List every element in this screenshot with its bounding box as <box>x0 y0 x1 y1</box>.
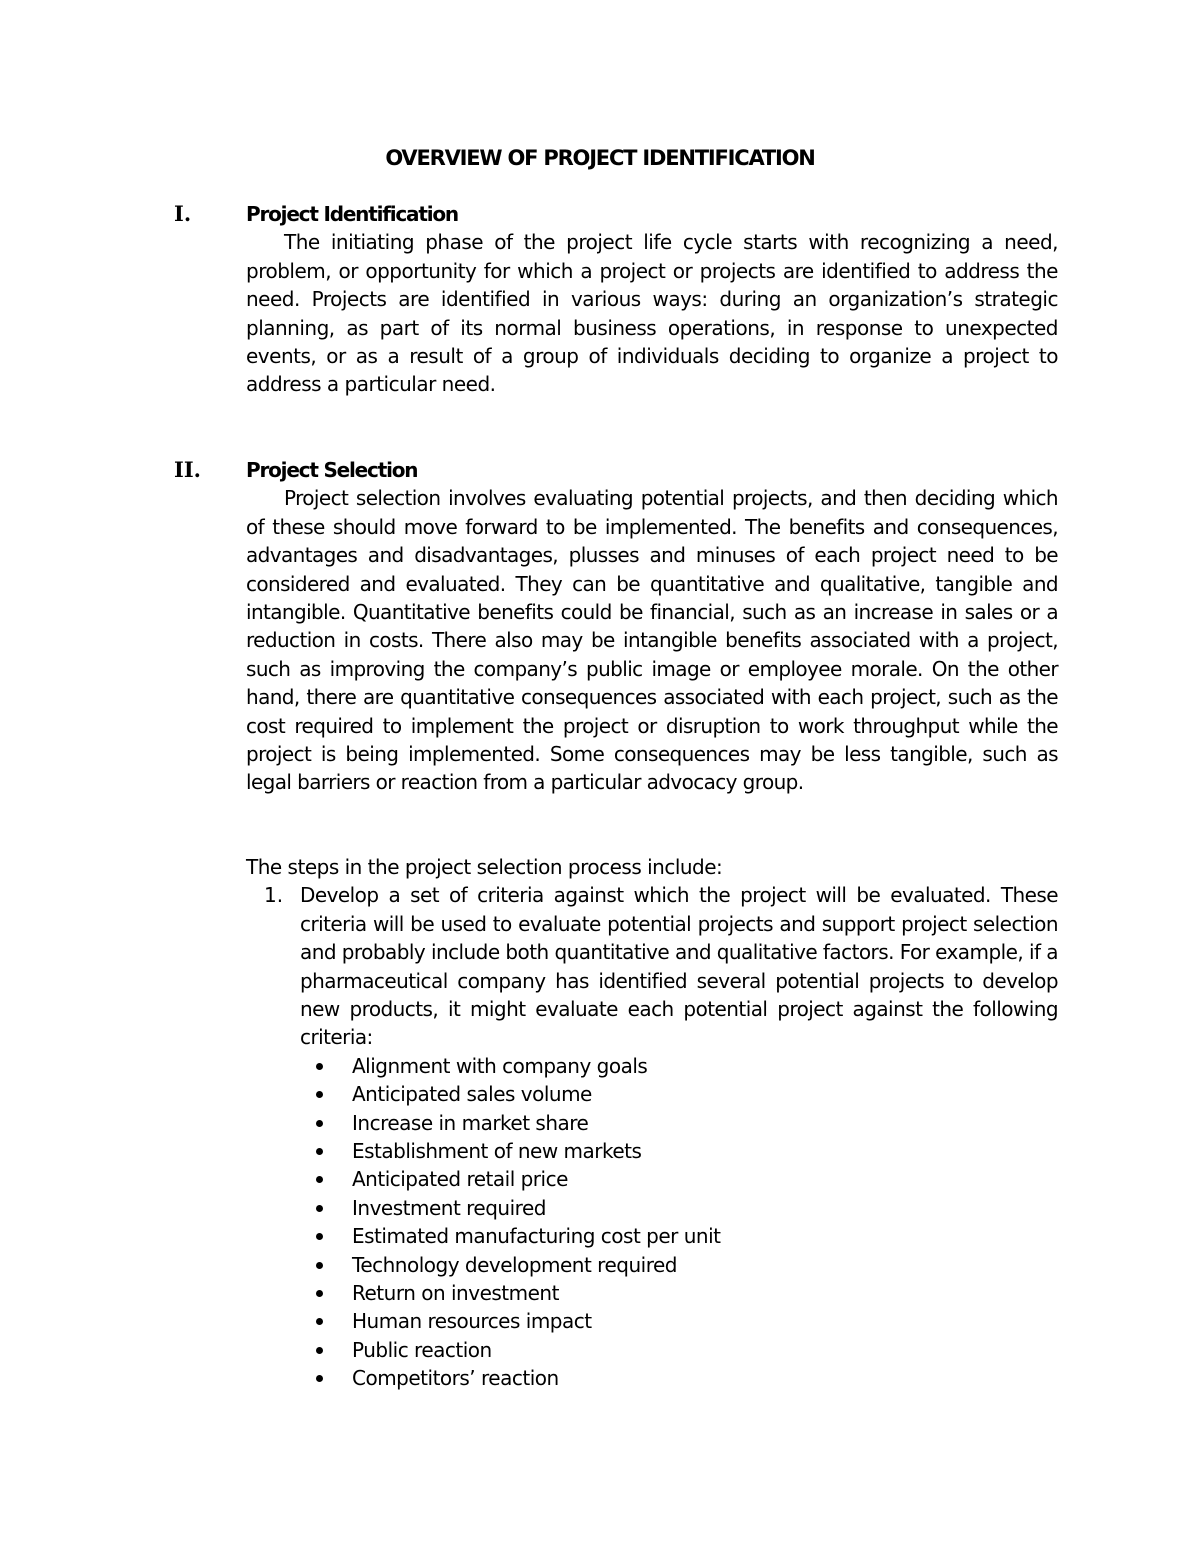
bullet-icon <box>316 1290 323 1297</box>
criteria-label: Investment required <box>352 1195 546 1220</box>
criteria-list <box>306 1052 1006 1393</box>
criteria-label: Human resources impact <box>352 1309 592 1334</box>
criteria-label: Estimated manufacturing cost per unit <box>352 1224 721 1249</box>
section-heading: Project Identification <box>246 202 458 226</box>
section-numeral: II. <box>174 457 201 482</box>
criteria-item <box>306 1279 1006 1307</box>
criteria-item <box>306 1052 1006 1080</box>
bullet-icon <box>316 1262 323 1269</box>
criteria-item <box>306 1251 1006 1279</box>
criteria-label: Technology development required <box>352 1252 677 1277</box>
bullet-icon <box>316 1347 323 1354</box>
criteria-label: Return on investment <box>352 1280 559 1305</box>
section-paragraph: Project selection involves evaluating potential projects, and then deciding which of these should move forward to be implemented. The benefits and consequences, advantages and disadvantages, plusses and minuses of each project need to be considered and evaluated. They can be quantitative and qualitative, tangible and intangible. Quantitative benefits could be financial, such as an increase in sales or a reduction in costs. There also may be intangible benefits associated with a project, such as improving the company’s public image or employee morale. On the other hand, there are quantitative consequences associated with each project, such as the cost required to implement the project or disruption to work throughput while the project is being implemented. Some consequences may be less tangible, such as legal barriers or reaction from a particular advocacy group. <box>246 486 1058 795</box>
bullet-icon <box>316 1063 323 1070</box>
criteria-item <box>306 1307 1006 1335</box>
criteria-item <box>306 1336 1006 1364</box>
criteria-label: Public reaction <box>352 1337 492 1362</box>
document-title: OVERVIEW OF PROJECT IDENTIFICATION <box>385 146 815 170</box>
bullet-icon <box>316 1205 323 1212</box>
criteria-label: Establishment of new markets <box>352 1138 642 1163</box>
criteria-item <box>306 1194 1006 1222</box>
criteria-item <box>306 1222 1006 1250</box>
bullet-icon <box>316 1318 323 1325</box>
bullet-icon <box>316 1091 323 1098</box>
criteria-item <box>306 1080 1006 1108</box>
criteria-label: Anticipated retail price <box>352 1167 568 1192</box>
criteria-label: Competitors’ reaction <box>352 1366 559 1391</box>
bullet-icon <box>316 1233 323 1240</box>
criteria-item <box>306 1137 1006 1165</box>
section-heading: Project Selection <box>246 458 418 482</box>
criteria-label: Increase in market share <box>352 1110 589 1135</box>
step-number: 1. <box>264 883 284 908</box>
section-numeral: I. <box>174 201 192 226</box>
criteria-label: Alignment with company goals <box>352 1053 648 1078</box>
bullet-icon <box>316 1375 323 1382</box>
bullet-icon <box>316 1120 323 1127</box>
criteria-item <box>306 1165 1006 1193</box>
criteria-label: Anticipated sales volume <box>352 1082 592 1107</box>
bullet-icon <box>316 1148 323 1155</box>
section-paragraph: The initiating phase of the project life cycle starts with recognizing a need, problem, or opportunity for which a project or projects are identified to address the need. Projects are identified in various ways: during an organization’s strategic planning, as part of its normal business operations, in response to unexpected events, or as a result of a group of individuals deciding to organize a project to address a particular need. <box>246 230 1058 397</box>
steps-intro: The steps in the project selection process include: <box>246 855 723 879</box>
criteria-item <box>306 1109 1006 1137</box>
criteria-item <box>306 1364 1006 1392</box>
bullet-icon <box>316 1176 323 1183</box>
step-text: Develop a set of criteria against which the project will be evaluated. These criteria will be used to evaluate potential projects and support project selection and probably include both quantitative and qualitative factors. For example, if a pharmaceutical company has identified several potential projects to develop new products, it might evaluate each potential project against the following criteria: <box>300 883 1058 1050</box>
